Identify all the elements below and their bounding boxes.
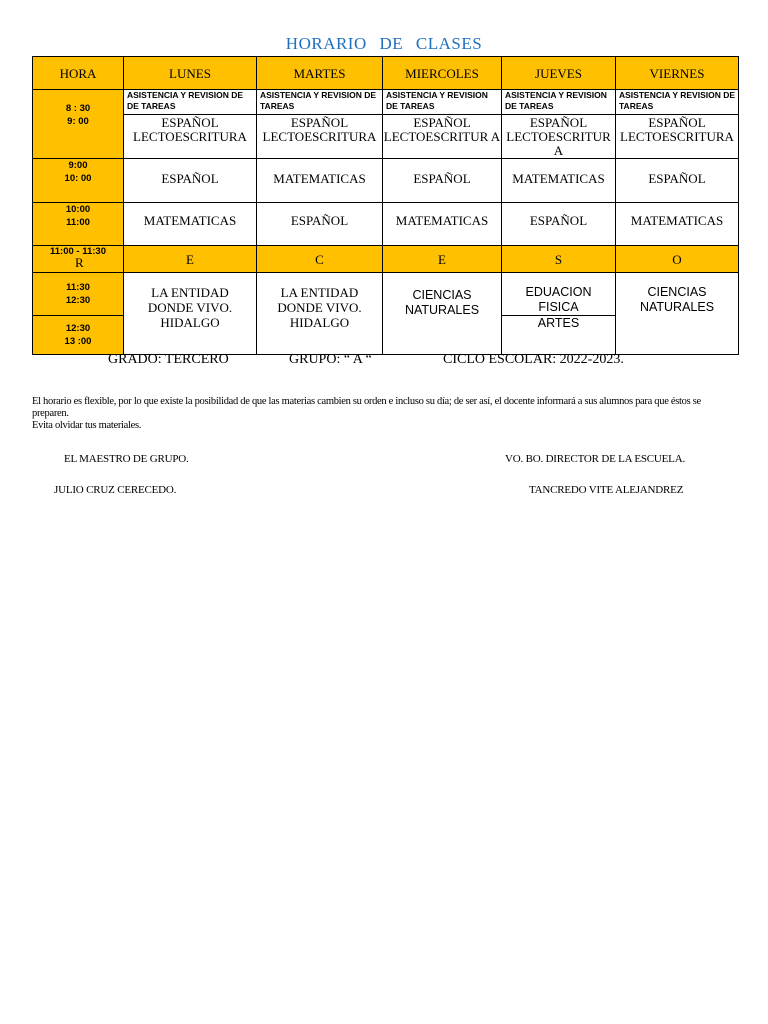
subject-cell: MATEMATICAS: [616, 203, 739, 246]
subject-cell: MATEMATICAS: [124, 203, 257, 246]
recess-letter: O: [616, 246, 739, 273]
director-title: VO. BO. DIRECTOR DE LA ESCUELA.: [505, 453, 685, 465]
time-cell: [33, 159, 124, 203]
table-row: [33, 203, 739, 246]
attendance-note: ASISTENCIA Y REVISION DE DE TAREAS: [124, 90, 256, 115]
note-text: Evita olvidar tus materiales.: [32, 420, 142, 431]
subject-label: ESPAÑOL LECTOESCRITUR A: [383, 115, 501, 144]
time-start: 11:00 - 11:30: [50, 246, 106, 257]
schedule-cell: [257, 90, 383, 159]
schedule-cell: [383, 90, 502, 159]
time-cell: [33, 246, 124, 273]
subject-label: ESPAÑOL LECTOESCRITURA: [620, 115, 734, 144]
recess-letter: S: [502, 246, 616, 273]
teacher-title: EL MAESTRO DE GRUPO.: [64, 453, 189, 465]
table-row: [33, 90, 739, 159]
subject-cell: LA ENTIDAD DONDE VIVO. HIDALGO: [124, 273, 257, 355]
time-cell: [33, 316, 124, 355]
recess-letter: R: [75, 255, 84, 270]
recess-row: [33, 246, 739, 273]
time-end: 12:30: [65, 295, 91, 306]
subject-cell: ESPAÑOL: [383, 159, 502, 203]
header-row: [33, 57, 739, 90]
attendance-note: ASISTENCIA Y REVISION DE TAREAS: [383, 90, 501, 115]
subject-cell: ARTES: [502, 316, 616, 355]
teacher-name: JULIO CRUZ CERECEDO.: [54, 484, 177, 496]
header-miercoles: MIERCOLES: [383, 57, 502, 90]
subject-cell: LA ENTIDAD DONDE VIVO. HIDALGO: [257, 273, 383, 355]
time-end: 11:00: [66, 217, 90, 228]
subject-cell: ESPAÑOL: [616, 159, 739, 203]
attendance-note: ASISTENCIA Y REVISION DE TAREAS: [616, 90, 738, 115]
subject-label: ESPAÑOL LECTOESCRITURA: [133, 115, 247, 144]
header-jueves: JUEVES: [502, 57, 616, 90]
note-text: El horario es flexible, por lo que existe la posibilidad de que las materias cambien su orden e incluso su día; de ser así, el docente informará a sus alumnos para que éstos se preparen.: [32, 396, 701, 419]
time-start: 12:30: [65, 323, 91, 334]
recess-letter: E: [124, 246, 257, 273]
subject-cell: ESPAÑOL: [502, 203, 616, 246]
subject-cell: MATEMATICAS: [383, 203, 502, 246]
time-cell: [33, 273, 124, 316]
subject-cell: ESPAÑOL: [257, 203, 383, 246]
subject-cell: ESPAÑOL: [124, 159, 257, 203]
recess-letter: C: [257, 246, 383, 273]
time-end: 9: 00: [67, 116, 89, 127]
time-start: 10:00: [65, 204, 91, 215]
subject-cell: CIENCIAS NATURALES: [616, 273, 739, 355]
schedule-cell: [124, 90, 257, 159]
time-end: 13 :00: [64, 336, 92, 347]
school-year-label: CICLO ESCOLAR: 2022-2023.: [443, 352, 624, 367]
time-start: 9:00: [68, 160, 88, 171]
director-name: TANCREDO VITE ALEJANDREZ: [529, 484, 684, 496]
time-cell: [33, 203, 124, 246]
subject-cell: MATEMATICAS: [502, 159, 616, 203]
grade-label: GRADO: TERCERO: [108, 352, 229, 367]
time-start: 11:30: [66, 282, 90, 293]
subject-cell: CIENCIAS NATURALES: [383, 273, 502, 355]
header-martes: MARTES: [257, 57, 383, 90]
group-label: GRUPO: “ A “: [289, 352, 372, 367]
time-end: 10: 00: [64, 173, 92, 184]
subject-label: ESPAÑOL LECTOESCRITURA: [262, 115, 377, 144]
schedule-note: [32, 396, 732, 432]
header-hora: HORA: [33, 57, 124, 90]
schedule-table: [32, 56, 739, 355]
time-cell: [33, 90, 124, 159]
schedule-cell: [502, 90, 616, 159]
schedule-cell: [616, 90, 739, 159]
header-lunes: LUNES: [124, 57, 257, 90]
header-viernes: VIERNES: [616, 57, 739, 90]
page-title: HORARIO DE CLASES: [285, 34, 483, 53]
subject-label: ESPAÑOL LECTOESCRITUR A: [506, 115, 611, 158]
recess-letter: E: [383, 246, 502, 273]
table-row: [33, 159, 739, 203]
attendance-note: ASISTENCIA Y REVISION DE TAREAS: [502, 90, 615, 115]
table-row: [33, 273, 739, 316]
subject-cell: EDUACION FISICA: [502, 273, 616, 316]
attendance-note: ASISTENCIA Y REVISION DE TAREAS: [257, 90, 382, 115]
time-start: 8 : 30: [65, 103, 91, 114]
subject-cell: MATEMATICAS: [257, 159, 383, 203]
